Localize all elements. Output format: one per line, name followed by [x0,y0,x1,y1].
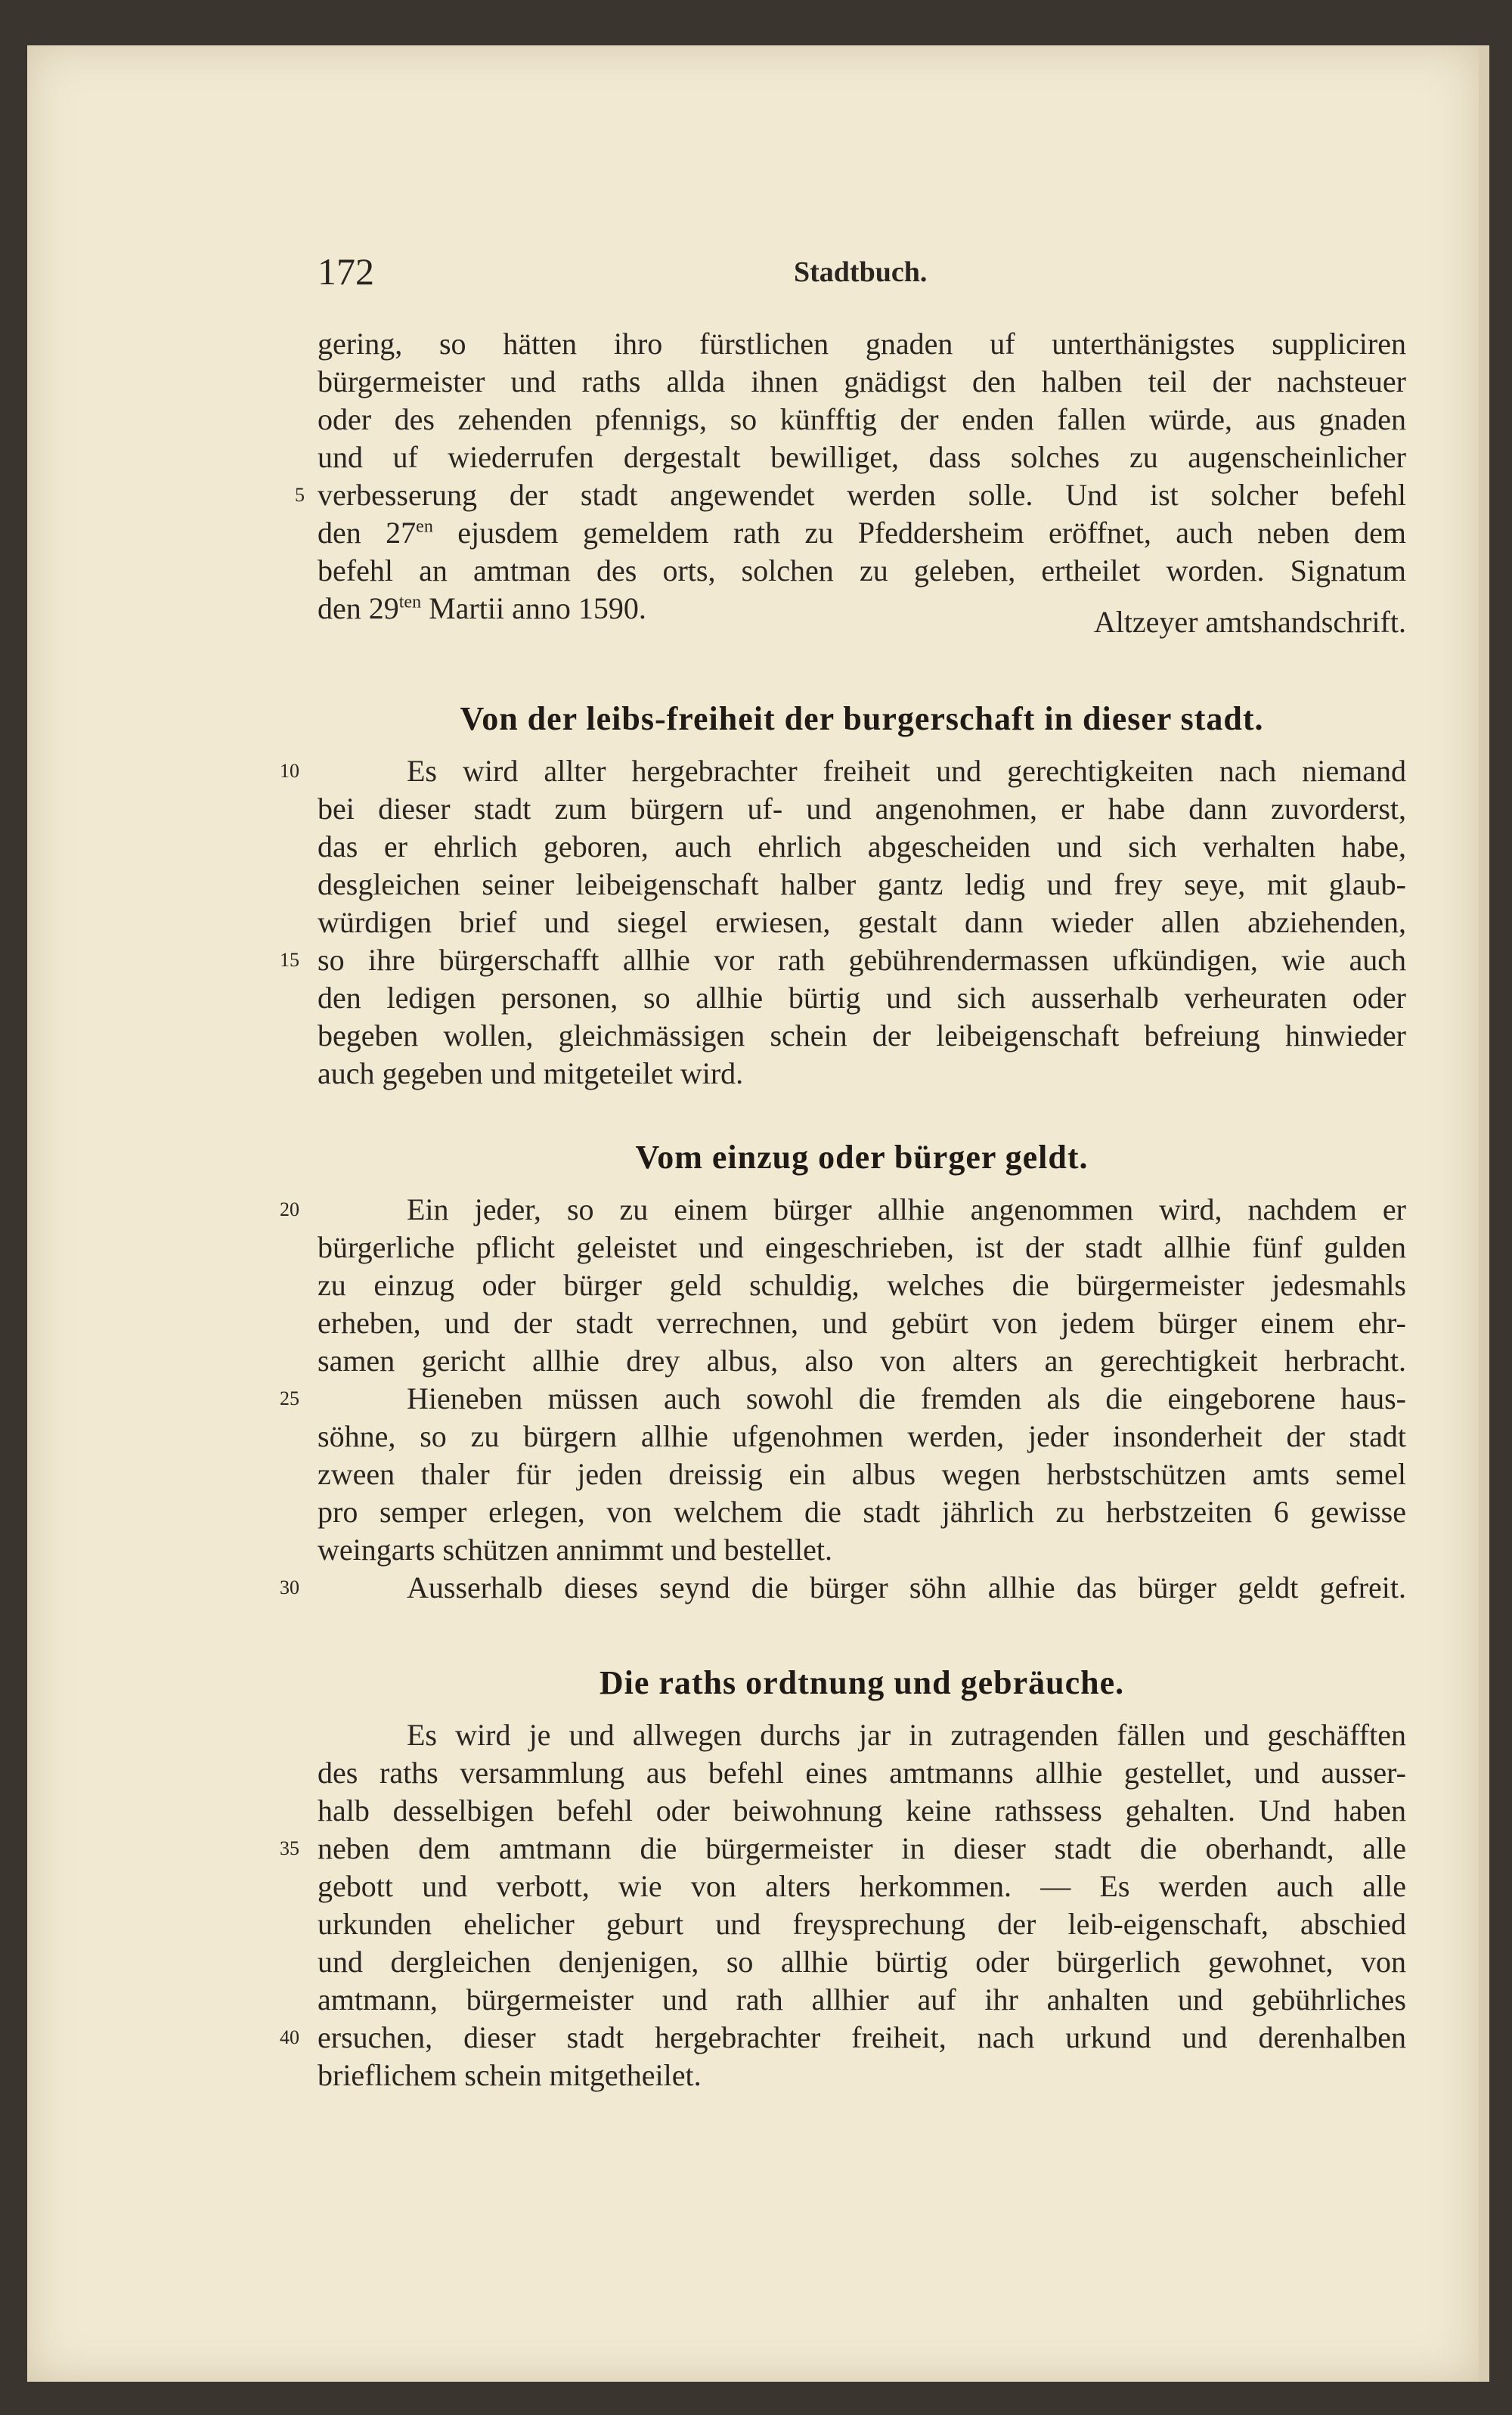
text-line-content: Ein jeder, so zu einem bürger allhie angenommen wird, nachdem er [407,1192,1406,1226]
text-line-content: Ausserhalb dieses seynd die bürger söhn allhie das bürger geldt gefreit. [407,1570,1406,1604]
text-line: bei dieser stadt zum bürgern uf- und angenohmen, er habe dann zuvorderst, [318,792,1406,826]
text-line: erheben, und der stadt verrechnen, und gebürt von jedem bürger einem ehr- [318,1306,1406,1340]
text-line [280,1830,1406,1868]
line-number: 40 [280,2026,299,2048]
line-number: 30 [280,1576,299,1598]
text-line [280,1569,1406,1607]
text-line: söhne, so zu bürgern allhie ufgenohmen werden, jeder insonderheit der stadt [318,1419,1406,1453]
page-header [318,250,1406,295]
text-line: begeben wollen, gleichmässigen schein der leibeigenschaft befreiung hinwieder [318,1018,1406,1052]
text-line: desgleichen seiner leibeigenschaft halber gantz ledig und frey seye, mit glaub- [318,867,1406,901]
text-line [280,752,1406,790]
text-line: das er ehrlich geboren, auch ehrlich abgescheiden und sich verhalten habe, [318,829,1406,863]
line-number: 25 [280,1387,299,1409]
text-line: und uf wiederrufen dergestalt bewilliget, dass solches zu augenscheinlicher [318,440,1406,474]
text-line: urkunden ehelicher geburt und freysprechung der leib-eigenschaft, abschied [318,1907,1406,1941]
text-line: bürgermeister und raths allda ihnen gnädigst den halben teil der nachsteuer [318,364,1406,398]
signature-row [318,590,1406,639]
text-line: und dergleichen denjenigen, so allhie bürtig oder bürgerlich gewohnet, von [318,1945,1406,1979]
leibsfreiheit-paragraph [280,752,1406,1093]
line-number: 10 [280,760,299,782]
text-line-content: neben dem amtmann die bürgermeister in dieser stadt die oberhandt, alle [318,1831,1406,1865]
section-heading-raths: Die raths ordtnung und gebräuche. [599,1664,1125,1701]
text-line [280,2019,1406,2057]
text-line: befehl an amtman des orts, solchen zu geleben, ertheilet worden. Signatum [318,553,1406,587]
intro-paragraph [295,325,1406,639]
line-number: 5 [295,484,305,506]
text-line: gebott und verbott, wie von alters herkommen. — Es werden auch alle [318,1869,1406,1903]
line-number: 20 [280,1198,299,1220]
date-post: Martii anno 1590. [421,591,646,625]
text-line-content: ersuchen, dieser stadt hergebrachter freiheit, nach urkund und derenhalben [318,2020,1406,2054]
raths-paragraph [280,1716,1406,2094]
line-number: 15 [280,949,299,971]
text-line: gering, so hätten ihro fürstlichen gnaden uf unterthänigstes suppliciren [318,327,1406,361]
signature-note: Altzeyer amtshandschrift. [1093,605,1406,639]
text-line-content: Hieneben müssen auch sowohl die fremden als die eingeborene haus- [407,1381,1406,1415]
page-number: 172 [318,250,374,293]
section-heading-leibsfreiheit: Von der leibs-freiheit der burgerschaft in dieser stadt. [460,700,1264,737]
text-line: amtmann, bürgermeister und rath allhier auf ihr anhalten und gebührliches [318,1983,1406,2017]
einzug-paragraph [280,1191,1406,1607]
text-line: oder des zehenden pfennigs, so künfftig der enden fallen würde, aus gnaden [318,402,1406,436]
text-line: weingarts schützen annimmt und bestellet. [318,1533,832,1567]
text-line: des raths versammlung aus befehl eines amtmanns allhie gestellet, und ausser- [318,1756,1406,1790]
text-line-post: ejusdem gemeldem rath zu Pfeddersheim eröffnet, auch neben dem [432,516,1406,550]
page-edge [1479,45,1489,2382]
text-line: Es wird je und allwegen durchs jar in zutragenden fällen und geschäfften [407,1718,1406,1752]
text-line [280,1191,1406,1229]
text-line [318,514,1406,552]
date-pre: den 29 [318,591,399,625]
section-heading-einzug: Vom einzug oder bürger geldt. [635,1139,1089,1176]
text-line: zween thaler für jeden dreissig ein albus wegen herbstschützen amts semel [318,1457,1406,1491]
superscript: ten [398,592,422,612]
text-line-pre: den 27 [318,516,417,550]
text-line [280,1380,1406,1418]
text-line: samen gericht allhie drey albus, also von alters an gerechtigkeit herbracht. [318,1344,1406,1378]
text-line: würdigen brief und siegel erwiesen, gestalt dann wieder allen abziehenden, [318,905,1406,939]
date-line [318,590,646,628]
text-line: halb desselbigen befehl oder beiwohnung keine rathssess gehalten. Und haben [318,1793,1406,1828]
text-line: den ledigen personen, so allhie bürtig und sich ausserhalb verheuraten oder [318,981,1406,1015]
running-title: Stadtbuch. [794,256,928,288]
text-line: brieflichem schein mitgetheilet. [318,2058,702,2092]
text-line: zu einzug oder bürger geld schuldig, welches die bürgermeister jedesmahls [318,1268,1406,1302]
text-line [280,941,1406,979]
text-line-content: verbesserung der stadt angewendet werden solle. Und ist solcher befehl [318,478,1406,512]
text-line-content: Es wird allter hergebrachter freiheit und gerechtigkeiten nach niemand [407,754,1406,788]
superscript: en [416,516,433,537]
text-line: pro semper erlegen, von welchem die stadt jährlich zu herbstzeiten 6 gewisse [318,1495,1406,1529]
text-line-content: so ihre bürgerschafft allhie vor rath gebührendermassen ufkündigen, wie auch [318,943,1406,977]
text-line [295,476,1406,514]
text-line: bürgerliche pflicht geleistet und eingeschrieben, ist der stadt allhie fünf gulden [318,1230,1406,1264]
line-number: 35 [280,1837,299,1859]
text-line: auch gegeben und mitgeteilet wird. [318,1056,744,1090]
